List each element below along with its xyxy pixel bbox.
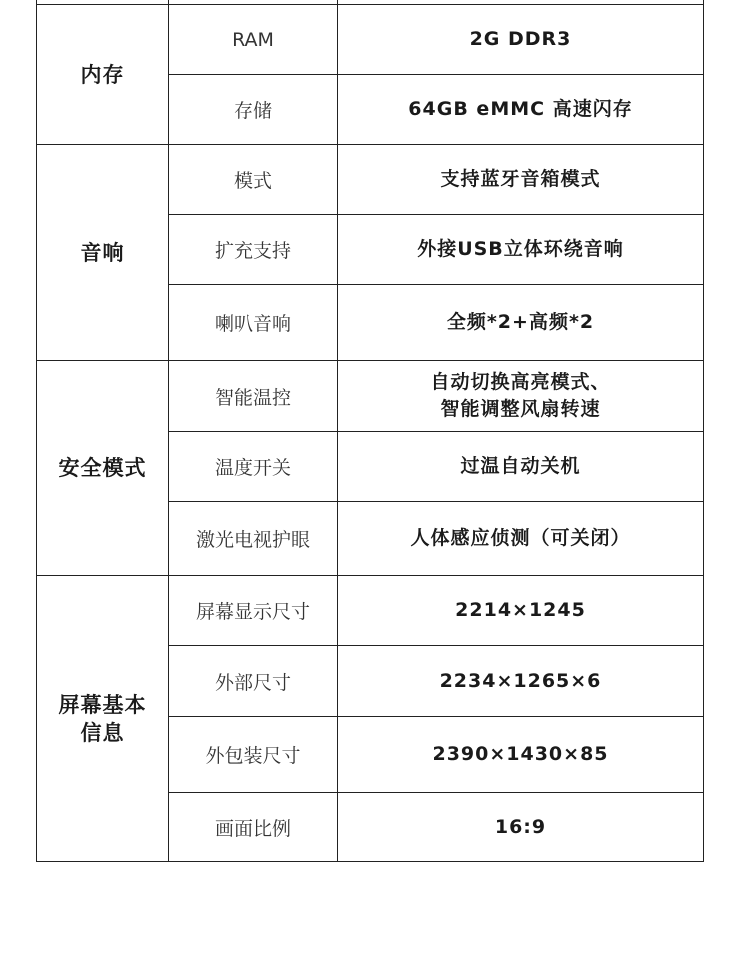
spec-value: 2390×1430×85 [338, 717, 704, 793]
spec-item: 存储 [169, 75, 338, 145]
spec-item: 外部尺寸 [169, 646, 338, 717]
category-cell-safety [37, 361, 169, 576]
spec-value: 2G DDR3 [338, 5, 704, 75]
table-row [37, 576, 704, 646]
category-label-line: 屏幕基本 [58, 692, 147, 717]
category-label: 音响 [80, 240, 125, 265]
spec-value: 2234×1265×6 [338, 646, 704, 717]
spec-item: 温度开关 [169, 432, 338, 502]
spec-item: 屏幕显示尺寸 [169, 576, 338, 646]
spec-value: 16:9 [338, 793, 704, 862]
spec-value: 过温自动关机 [338, 432, 704, 502]
spec-value-line: 自动切换高亮模式、 [430, 371, 611, 393]
category-label-line: 信息 [80, 720, 125, 745]
category-label: 安全模式 [58, 456, 147, 480]
spec-value: 全频*2+高频*2 [338, 285, 704, 361]
spec-item: 外包装尺寸 [169, 717, 338, 793]
spec-value: 64GB eMMC 高速闪存 [338, 75, 704, 145]
spec-item: 激光电视护眼 [169, 502, 338, 576]
spec-item: RAM [169, 5, 338, 75]
spec-value: 人体感应侦测（可关闭） [338, 502, 704, 576]
category-cell-screen [37, 576, 169, 862]
category-label [59, 691, 147, 747]
spec-value-line: 智能调整风扇转速 [440, 398, 601, 420]
spec-item: 模式 [169, 145, 338, 215]
spec-table [36, 0, 704, 862]
spec-item: 喇叭音响 [169, 285, 338, 361]
table-row [37, 5, 704, 75]
spec-item: 扩充支持 [169, 215, 338, 285]
table-row [37, 145, 704, 215]
category-cell-audio [37, 145, 169, 361]
table-row [37, 361, 704, 432]
spec-value: 外接USB立体环绕音响 [338, 215, 704, 285]
spec-item: 智能温控 [169, 361, 338, 432]
spec-value: 2214×1245 [338, 576, 704, 646]
spec-value: 支持蓝牙音箱模式 [338, 145, 704, 215]
category-label: 内存 [80, 62, 125, 87]
spec-value-multiline [338, 361, 704, 432]
spec-item: 画面比例 [169, 793, 338, 862]
category-cell-memory [37, 5, 169, 145]
